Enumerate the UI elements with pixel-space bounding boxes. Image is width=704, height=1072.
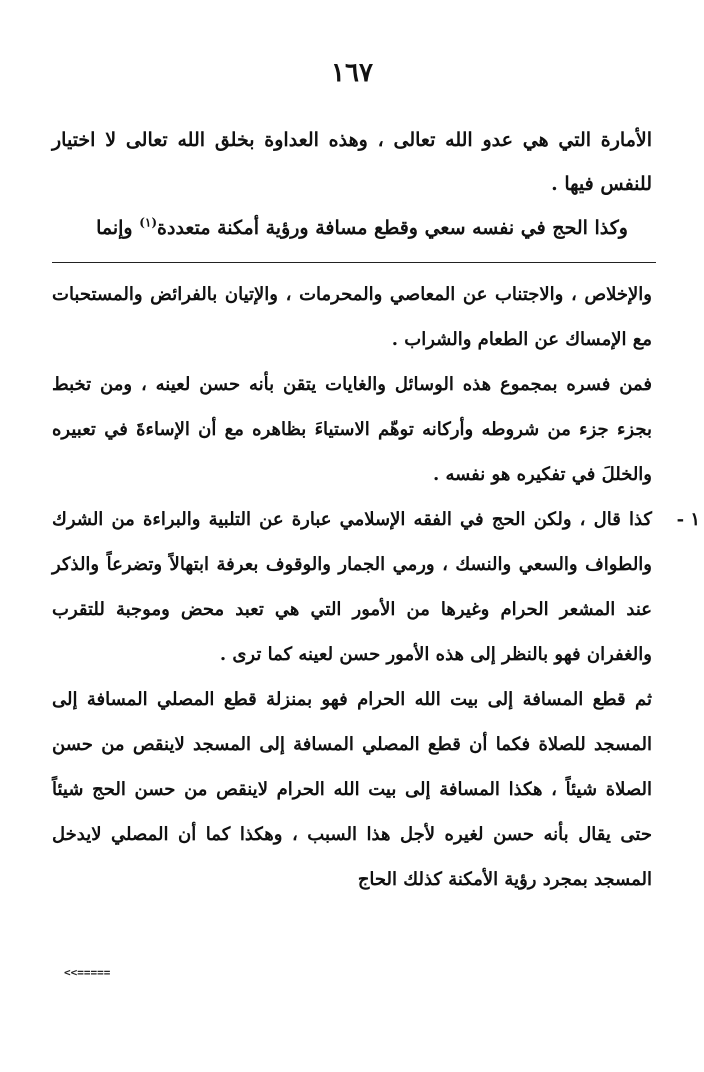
main-paragraph-2-text: وكذا الحج في نفسه سعي وقطع مسافة ورؤية أمكنة متعددة bbox=[157, 217, 628, 239]
main-paragraph-2-tail: وإنما bbox=[96, 217, 140, 239]
footnote-1-marker: ١ - bbox=[676, 509, 700, 530]
footnote-divider bbox=[52, 262, 656, 263]
footnote-continuation-1: والإخلاص ، والاجتناب عن المعاصي والمحرمات ، والإتيان بالفرائض والمستحبات مع الإمساك عن الطعام والشراب . bbox=[52, 284, 652, 350]
footnote-1-text: كذا قال ، ولكن الحج في الفقه الإسلامي عبارة عن التلبية والبراءة من الشرك والطواف والسعي والنسك ، ورمي الجمار والوقوف بعرفة ابتهالاً وتضرعاً والذكر عند المشعر الحرام وغيرها من الأمور التي هي تعبد محض وموجبة للتقرب والغفران فهو بالنظر إلى هذه الأمور حسن لعينه كما ترى . bbox=[52, 509, 652, 665]
footnote-1 bbox=[52, 497, 700, 677]
footnote-reference[interactable]: (١) bbox=[139, 215, 158, 230]
main-paragraph-1: الأمارة التي هي عدو الله تعالى ، وهذه العداوة بخلق الله تعالى لا اختيار للنفس فيها . bbox=[52, 129, 652, 195]
main-text bbox=[52, 118, 652, 250]
footnotes-section bbox=[52, 272, 700, 902]
footnote-continuation-2: فمن فسره بمجموع هذه الوسائل والغايات يتقن بأنه حسن لعينه ، ومن تخبط بجزء جزء من شروطه وأركانه توهّم الاستياءَ بظاهره مع أن الإساءةَ في تعبيره والخللَ في تفكيره هو نفسه . bbox=[52, 374, 652, 485]
footnote-1-continuation: ثم قطع المسافة إلى بيت الله الحرام فهو بمنزلة قطع المصلي المسافة إلى المسجد للصلاة فكما أن قطع المصلي المسافة إلى المسجد لاينقص من حسن الصلاة شيئاً ، هكذا المسافة إلى بيت الله الحرام لاينقص من حسن الحج شيئاً حتى يقال بأنه حسن لغيره لأجل هذا السبب ، وهكذا كما أن المصلي لايدخل المسجد بمجرد رؤية الأمكنة كذلك الحاج bbox=[52, 689, 652, 890]
page-number: ١٦٧ bbox=[331, 58, 373, 88]
main-paragraph-2 bbox=[52, 206, 652, 250]
continue-arrow-icon: <<===== bbox=[64, 966, 111, 979]
